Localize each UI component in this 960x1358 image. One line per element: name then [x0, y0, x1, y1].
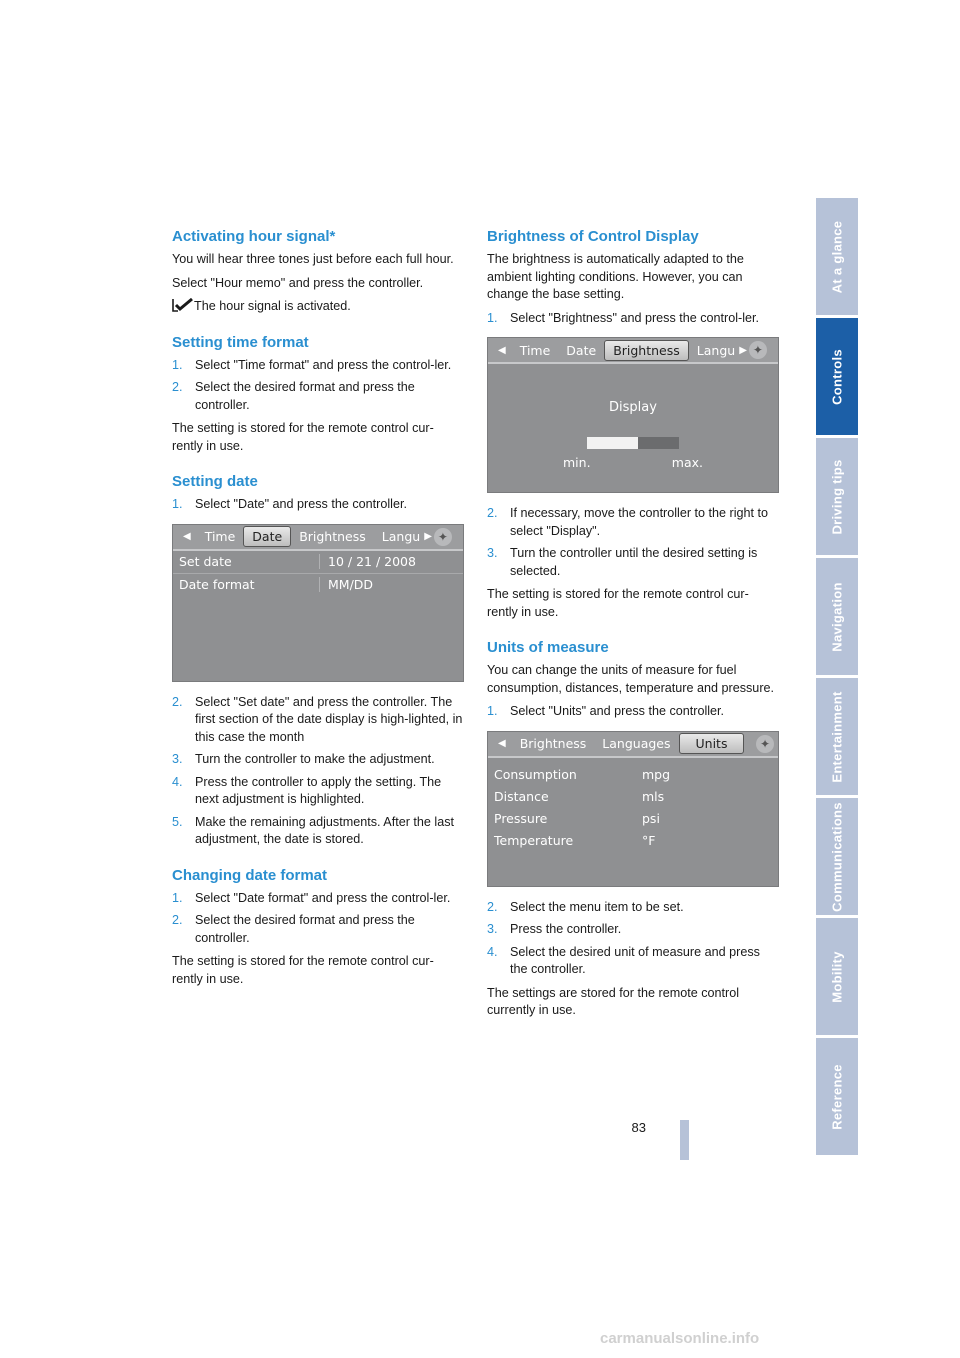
- right-column: [487, 228, 779, 1026]
- row-value: 10 / 21 / 2008: [319, 554, 416, 569]
- step: [487, 505, 779, 540]
- paragraph: You will hear three tones just before each full hour.: [172, 252, 454, 266]
- tab-date: Date: [243, 526, 291, 547]
- checkmark-icon: [172, 298, 194, 312]
- step: [172, 379, 464, 414]
- step: [172, 912, 464, 947]
- step-number: 2.: [172, 913, 183, 927]
- brightness-slider: [587, 437, 679, 449]
- heading-date-format: Changing date format: [172, 866, 328, 884]
- menu-tab-bar: [173, 525, 463, 551]
- step-list: [172, 496, 464, 514]
- step: [172, 774, 464, 809]
- sidebar-tab-reference[interactable]: [816, 1038, 858, 1157]
- row-label: Consumption: [494, 767, 577, 782]
- step-text: Select "Date format" and press the control-ler.: [195, 890, 451, 905]
- paragraph: You can change the units of measure for fuel consumption, distances, temperature and pressure.: [487, 663, 775, 695]
- step-text: Make the remaining adjustments. After the last adjustment, the date is stored.: [195, 814, 455, 846]
- sidebar-tab-label: Driving tips: [829, 458, 845, 535]
- date-screenshot: [172, 524, 464, 682]
- step: [172, 694, 464, 747]
- step-text: Turn the controller until the desired setting is selected.: [510, 546, 758, 578]
- tab-brightness: Brightness: [299, 529, 366, 544]
- paragraph-text: The hour signal is activated.: [194, 299, 351, 313]
- row-label: Pressure: [494, 811, 548, 826]
- step-list: [172, 890, 464, 948]
- menu-tab-bar: [488, 338, 778, 364]
- chapter-sidebar: [816, 198, 858, 1160]
- max-label: max.: [671, 455, 703, 470]
- step-text: Select "Set date" and press the controller. The first section of the date display is high-lighted, in this case the month: [195, 694, 463, 744]
- watermark: carmanualsonline.info: [600, 1330, 760, 1347]
- row-value: psi: [642, 811, 660, 826]
- row-label: Date format: [179, 577, 255, 592]
- row-value: mls: [642, 789, 665, 804]
- paragraph: The brightness is automatically adapted to the ambient lighting conditions. However, you can change the base setting.: [487, 252, 744, 301]
- tab-units: Units: [679, 733, 745, 754]
- controller-icon: ✦: [434, 528, 452, 546]
- step-text: Select the desired unit of measure and press the controller.: [510, 944, 760, 976]
- paragraph: Select "Hour memo" and press the controller.: [172, 275, 424, 290]
- heading-time-format: Setting time format: [172, 333, 309, 351]
- step-number: 3.: [487, 546, 498, 560]
- step-text: Press the controller to apply the setting. The next adjustment is highlighted.: [195, 774, 442, 806]
- tab-brightness: Brightness: [519, 736, 587, 751]
- step-text: Select the desired format and press the controller.: [195, 380, 415, 412]
- step: [487, 944, 779, 979]
- row-value: °F: [642, 833, 656, 848]
- paragraph: The setting is stored for the remote control cur-rently in use.: [172, 421, 434, 453]
- step-text: Select "Brightness" and press the control-ler.: [510, 310, 760, 325]
- left-arrow-icon: ◀: [498, 344, 506, 356]
- step: [487, 703, 779, 721]
- row-label: Distance: [494, 789, 549, 804]
- menu-row: [173, 573, 463, 596]
- step-number: 2.: [487, 506, 498, 520]
- step-text: Turn the controller to make the adjustment.: [195, 752, 435, 766]
- heading-units: Units of measure: [487, 639, 609, 656]
- sidebar-tab-controls[interactable]: [816, 318, 858, 437]
- step-list: [487, 310, 779, 328]
- tab-time: Time: [519, 342, 551, 358]
- step-text: Select "Date" and press the controller.: [195, 497, 407, 511]
- sidebar-tab-label: Entertainment: [829, 690, 845, 783]
- slider-labels: [563, 455, 703, 470]
- sidebar-tab-driving-tips[interactable]: [816, 438, 858, 557]
- row-value: MM/DD: [319, 577, 373, 592]
- step-number: 1.: [487, 704, 498, 718]
- heading-brightness: Brightness of Control Display: [487, 228, 699, 245]
- tab-languages: Langu: [696, 342, 736, 358]
- step-number: 2.: [487, 899, 498, 914]
- menu-tab-bar: [488, 732, 778, 758]
- step-number: 1.: [487, 310, 498, 325]
- sidebar-tab-at-a-glance[interactable]: [816, 198, 858, 317]
- step-number: 5.: [172, 814, 183, 829]
- tab-brightness: Brightness: [604, 340, 689, 361]
- step-number: 3.: [172, 752, 183, 766]
- menu-row: [488, 764, 778, 786]
- step-list: [487, 703, 779, 721]
- step-list: [172, 357, 464, 415]
- step: [172, 496, 464, 514]
- paragraph: The setting is stored for the remote control cur-rently in use.: [172, 954, 434, 986]
- page-number: 83: [631, 1120, 646, 1135]
- min-label: min.: [563, 455, 591, 470]
- step-number: 1.: [172, 357, 183, 372]
- step: [487, 921, 779, 939]
- paragraph: [172, 298, 464, 316]
- paragraph: The setting is stored for the remote control cur-rently in use.: [487, 587, 749, 619]
- step-number: 4.: [172, 774, 183, 789]
- sidebar-tab-navigation[interactable]: [816, 558, 858, 677]
- step-number: 2.: [172, 380, 183, 394]
- sidebar-tab-label: At a glance: [829, 220, 845, 293]
- step-number: 3.: [487, 922, 498, 936]
- tab-date: Date: [566, 342, 597, 358]
- step-number: 2.: [172, 694, 183, 709]
- sidebar-tab-label: Mobility: [829, 950, 845, 1003]
- row-label: Set date: [179, 554, 232, 569]
- heading-hour-signal: Activating hour signal*: [172, 228, 336, 245]
- menu-row: [488, 786, 778, 808]
- tab-time: Time: [204, 529, 236, 544]
- paragraph: The settings are stored for the remote control currently in use.: [487, 985, 739, 1017]
- sidebar-tab-entertainment[interactable]: [816, 678, 858, 797]
- menu-row: [488, 830, 778, 852]
- left-arrow-icon: ◀: [498, 738, 506, 749]
- right-arrow-icon: ▶: [424, 531, 432, 542]
- page-number-bar: [680, 1120, 689, 1160]
- controller-icon: ✦: [749, 341, 767, 359]
- step-text: Press the controller.: [510, 922, 622, 936]
- step-text: Select "Units" and press the controller.: [510, 704, 725, 718]
- display-label: Display: [609, 400, 657, 415]
- brightness-screenshot: [487, 337, 779, 493]
- tab-languages: Langu: [381, 529, 421, 544]
- step-list: [172, 694, 464, 849]
- sidebar-tab-communications[interactable]: [816, 798, 858, 917]
- brightness-slider-fill: [587, 437, 638, 449]
- sidebar-tab-mobility[interactable]: [816, 918, 858, 1037]
- menu-row: [173, 551, 463, 573]
- step: [172, 751, 464, 769]
- menu-row: [488, 808, 778, 830]
- step-number: 1.: [172, 890, 183, 905]
- left-arrow-icon: ◀: [183, 531, 191, 542]
- sidebar-tab-label: Controls: [829, 348, 845, 405]
- step: [487, 545, 779, 580]
- units-screenshot: [487, 731, 779, 887]
- sidebar-tab-label: Communications: [829, 801, 845, 912]
- sidebar-tab-label: Reference: [829, 1063, 845, 1130]
- step-list: [487, 505, 779, 580]
- step-text: If necessary, move the controller to the right to select "Display".: [510, 506, 769, 538]
- right-arrow-icon: ▶: [739, 344, 747, 356]
- controller-icon: ✦: [756, 735, 774, 753]
- step-list: [487, 899, 779, 979]
- step: [172, 890, 464, 908]
- heading-setting-date: Setting date: [172, 473, 258, 490]
- tab-languages: Languages: [602, 736, 671, 751]
- step-text: Select "Time format" and press the control-ler.: [195, 357, 452, 372]
- step: [487, 310, 779, 328]
- step-number: 4.: [487, 944, 498, 959]
- row-value: mpg: [642, 767, 671, 782]
- step-text: Select the menu item to be set.: [510, 899, 684, 914]
- left-column: [172, 228, 464, 994]
- sidebar-tab-label: Navigation: [829, 581, 845, 652]
- step-text: Select the desired format and press the controller.: [195, 913, 415, 945]
- row-label: Temperature: [494, 833, 574, 848]
- step: [172, 814, 464, 849]
- step: [172, 357, 464, 375]
- step-number: 1.: [172, 497, 183, 511]
- step: [487, 899, 779, 917]
